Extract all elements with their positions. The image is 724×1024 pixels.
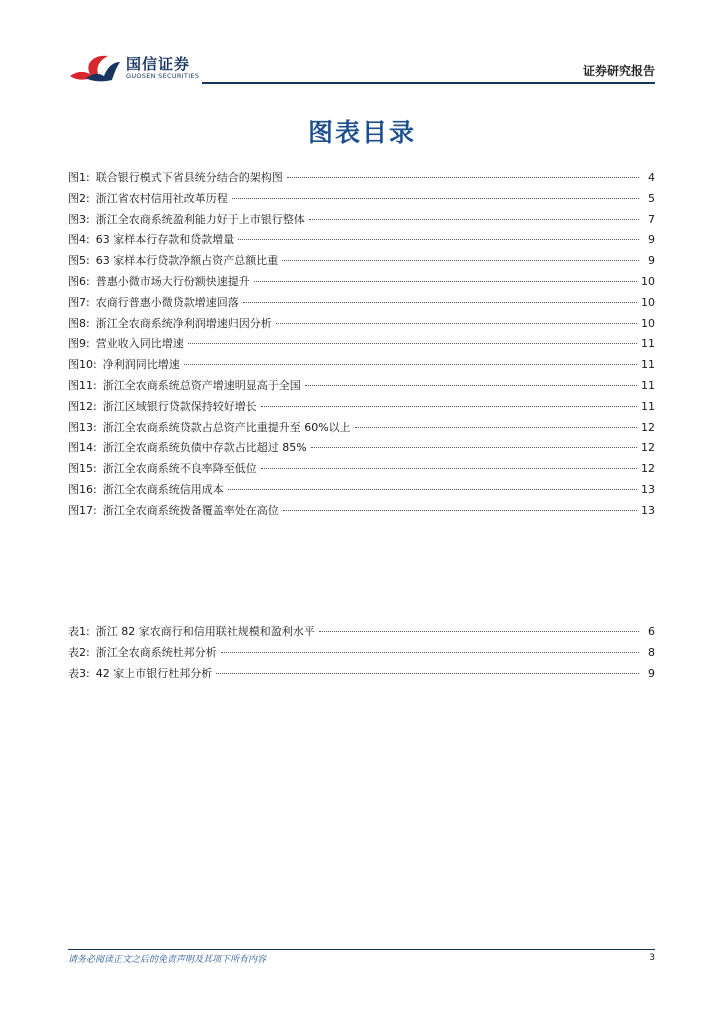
toc-entry-label: 图6: <box>68 274 90 288</box>
figure-toc-entry[interactable] <box>68 502 655 523</box>
toc-entry-title: 浙江全农商系统不良率降至低位 <box>102 462 257 476</box>
toc-entry-page: 13 <box>641 482 655 496</box>
toc-entry-label: 图13: <box>68 420 97 434</box>
toc-entry-label: 表2: <box>68 645 90 659</box>
figure-toc-entry[interactable] <box>68 211 655 232</box>
toc-leader-dots <box>261 468 637 469</box>
figure-toc-entry[interactable] <box>68 315 655 336</box>
toc-entry-label: 表3: <box>68 666 90 680</box>
toc-entry-page: 5 <box>648 191 655 205</box>
toc-entry-page: 9 <box>648 233 655 247</box>
toc-entry-label: 表1: <box>68 625 90 638</box>
header-divider <box>202 82 655 84</box>
toc-entry-title: 浙江全农商系统拨备覆盖率处在高位 <box>102 503 279 517</box>
toc-entry-page: 6 <box>648 625 655 638</box>
figure-toc-entry[interactable] <box>68 398 655 419</box>
toc-entry-title: 浙江全农商系统信用成本 <box>102 482 224 496</box>
page-title: 图表目录 <box>307 118 416 147</box>
toc-entry-title: 浙江全农商系统贷款占总资产比重提升至 60%以上 <box>102 420 351 434</box>
toc-entry-page: 11 <box>641 358 655 372</box>
toc-entry-label: 图8: <box>68 316 90 330</box>
toc-leader-dots <box>309 219 639 220</box>
toc-entry-title: 浙江 82 家农商行和信用联社规模和盈利水平 <box>95 625 315 638</box>
toc-leader-dots <box>221 652 639 653</box>
guosen-logo-icon <box>68 52 122 82</box>
toc-entry-label: 图9: <box>68 337 90 351</box>
toc-entry-title: 浙江全农商系统杜邦分析 <box>95 645 217 659</box>
figure-list <box>68 169 655 523</box>
toc-entry-page: 11 <box>641 378 655 392</box>
toc-entry-title: 42 家上市银行杜邦分析 <box>95 666 213 680</box>
page-number: 3 <box>649 953 655 963</box>
logo-text-en: GUOSEN SECURITIES <box>126 72 200 80</box>
toc-entry-label: 图3: <box>68 212 90 226</box>
toc-entry-label: 图17: <box>68 503 97 517</box>
toc-entry-page: 13 <box>641 503 655 517</box>
toc-entry-page: 12 <box>641 420 655 434</box>
toc-leader-dots <box>283 510 637 511</box>
table-toc-entry[interactable] <box>68 623 655 644</box>
toc-entry-title: 浙江全农商系统净利润增速归因分析 <box>95 316 272 330</box>
logo-text-cn: 国信证券 <box>126 55 191 73</box>
toc-leader-dots <box>216 673 639 674</box>
toc-entry-title: 63 家样本行贷款净额占资产总额比重 <box>95 254 279 268</box>
footer-divider <box>68 949 655 950</box>
toc-entry-title: 浙江全农商系统盈利能力好于上市银行整体 <box>95 212 305 226</box>
toc-entry-title: 浙江省农村信用社改革历程 <box>95 191 228 205</box>
figure-toc-entry[interactable] <box>68 273 655 294</box>
figure-toc-entry[interactable] <box>68 231 655 252</box>
toc-entry-page: 4 <box>648 171 655 184</box>
toc-entry-label: 图2: <box>68 191 90 205</box>
page-header <box>68 50 655 86</box>
toc-leader-dots <box>232 198 639 199</box>
toc-leader-dots <box>228 489 637 490</box>
figure-toc-entry[interactable] <box>68 356 655 377</box>
toc-entry-label: 图12: <box>68 399 97 413</box>
toc-entry-label: 图16: <box>68 482 97 496</box>
toc-leader-dots <box>282 260 639 261</box>
toc-entry-page: 8 <box>648 645 655 659</box>
toc-entry-title: 普惠小微市场大行份额快速提升 <box>95 274 250 288</box>
toc-entry-title: 浙江全农商系统负债中存款占比超过 85% <box>102 441 307 455</box>
figure-toc-entry[interactable] <box>68 252 655 273</box>
toc-leader-dots <box>355 427 637 428</box>
table-list <box>68 623 655 685</box>
toc-entry-label: 图5: <box>68 254 90 268</box>
toc-entry-page: 9 <box>648 666 655 680</box>
toc-entry-label: 图14: <box>68 441 97 455</box>
toc-entry-label: 图7: <box>68 295 90 309</box>
report-type: 证券研究报告 <box>582 64 655 78</box>
toc-entry-page: 11 <box>641 337 655 351</box>
toc-entry-page: 12 <box>641 462 655 476</box>
toc-leader-dots <box>184 364 637 365</box>
toc-leader-dots <box>261 406 637 407</box>
toc-leader-dots <box>188 343 637 344</box>
toc-entry-title: 浙江全农商系统总资产增速明显高于全国 <box>102 378 301 392</box>
figure-toc-entry[interactable] <box>68 460 655 481</box>
figure-toc-entry[interactable] <box>68 335 655 356</box>
toc-entry-title: 联合银行模式下省县统分结合的架构图 <box>95 171 283 184</box>
toc-entry-label: 图4: <box>68 233 90 247</box>
toc-leader-dots <box>238 239 639 240</box>
footer-disclaimer: 请务必阅读正文之后的免责声明及其项下所有内容 <box>68 955 267 965</box>
figure-toc-entry[interactable] <box>68 169 655 190</box>
guosen-logo <box>68 50 208 84</box>
toc-leader-dots <box>311 447 637 448</box>
toc-entry-label: 图1: <box>68 171 90 184</box>
toc-leader-dots <box>243 302 637 303</box>
toc-entry-page: 9 <box>648 254 655 268</box>
figure-toc-entry[interactable] <box>68 377 655 398</box>
toc-entry-title: 农商行普惠小微贷款增速回落 <box>95 295 239 309</box>
table-toc-entry[interactable] <box>68 665 655 686</box>
figure-toc-entry[interactable] <box>68 481 655 502</box>
toc-entry-label: 图10: <box>68 358 97 372</box>
figure-toc-entry[interactable] <box>68 439 655 460</box>
toc-entry-label: 图11: <box>68 378 97 392</box>
toc-entry-label: 图15: <box>68 462 97 476</box>
toc-leader-dots <box>287 177 639 178</box>
toc-leader-dots <box>254 281 637 282</box>
toc-entry-title: 营业收入同比增速 <box>95 337 184 351</box>
toc-leader-dots <box>319 631 639 632</box>
toc-leader-dots <box>276 323 637 324</box>
toc-entry-title: 净利润同比增速 <box>102 358 180 372</box>
toc-entry-page: 10 <box>641 316 655 330</box>
table-toc-entry[interactable] <box>68 644 655 665</box>
figure-toc-entry[interactable] <box>68 419 655 440</box>
toc-entry-page: 10 <box>641 295 655 309</box>
toc-entry-page: 12 <box>641 441 655 455</box>
toc-entry-page: 10 <box>641 274 655 288</box>
toc-entry-page: 7 <box>648 212 655 226</box>
toc-leader-dots <box>305 385 637 386</box>
toc-entry-title: 浙江区域银行贷款保持较好增长 <box>102 399 257 413</box>
toc-entry-title: 63 家样本行存款和贷款增量 <box>95 233 235 247</box>
figure-toc-entry[interactable] <box>68 294 655 315</box>
toc-entry-page: 11 <box>641 399 655 413</box>
figure-toc-entry[interactable] <box>68 190 655 211</box>
